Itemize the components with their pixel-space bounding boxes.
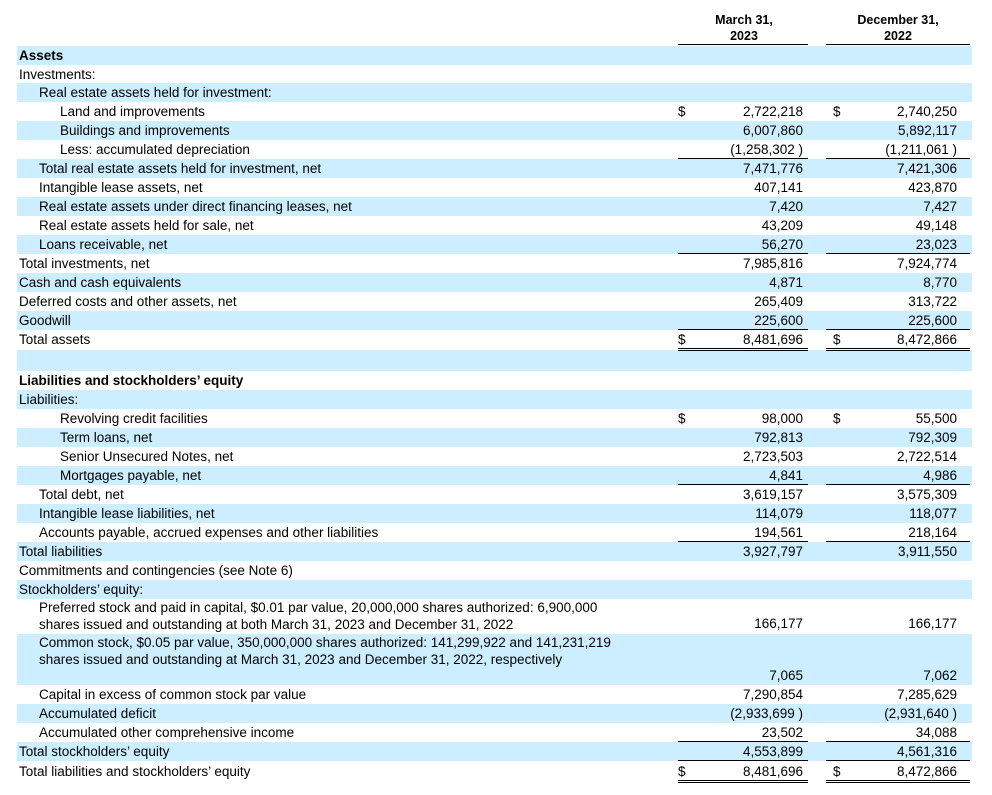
line-item-label: Liabilities: <box>19 392 79 407</box>
value-march-2023: 792,813 <box>754 430 803 445</box>
column-header-line2: 2023 <box>730 29 758 43</box>
currency-symbol: $ <box>678 104 686 119</box>
total-underline <box>826 760 970 761</box>
value-december-2022: 2,722,514 <box>896 449 957 464</box>
line-item-row <box>17 311 972 330</box>
total-underline <box>826 780 970 783</box>
value-march-2023: 265,409 <box>754 294 803 309</box>
value-march-2023: 43,209 <box>761 218 803 233</box>
value-december-2022: 7,427 <box>923 199 957 214</box>
value-december-2022: 5,892,117 <box>897 123 957 138</box>
line-item-row <box>17 504 972 523</box>
line-item-row <box>17 65 972 84</box>
value-december-2022: 49,148 <box>915 218 957 233</box>
line-item-row <box>17 235 972 254</box>
line-item-row <box>17 704 972 723</box>
currency-symbol: $ <box>678 411 686 426</box>
value-march-2023: 2,723,503 <box>742 449 803 464</box>
line-item-row <box>17 409 972 428</box>
column-header-december-2022 <box>826 12 970 44</box>
value-december-2022: 8,472,866 <box>896 332 957 347</box>
line-item-label: Total liabilities <box>19 544 103 559</box>
line-item-row <box>17 140 972 159</box>
line-item-row <box>17 466 972 485</box>
line-item-row <box>17 178 972 197</box>
line-item-row <box>17 428 972 447</box>
value-december-2022: 34,088 <box>915 725 957 740</box>
line-item-label: Stockholders’ equity: <box>19 582 144 597</box>
spacer-row <box>17 350 972 371</box>
value-march-2023: 3,927,797 <box>742 544 803 559</box>
line-item-row <box>17 762 972 781</box>
line-item-row <box>17 83 972 102</box>
line-item-label: Total real estate assets held for investment, net <box>39 161 322 176</box>
value-december-2022: 55,500 <box>915 411 957 426</box>
value-december-2022: 8,472,866 <box>896 764 957 779</box>
line-item-row <box>17 634 972 685</box>
line-item-label: Senior Unsecured Notes, net <box>60 449 234 464</box>
value-march-2023: 8,481,696 <box>742 764 803 779</box>
line-item-row <box>17 216 972 235</box>
line-item-row <box>17 485 972 504</box>
line-item-label: Deferred costs and other assets, net <box>19 294 237 309</box>
value-december-2022: 23,023 <box>915 237 957 252</box>
line-item-label: Assets <box>19 48 64 63</box>
line-item-row <box>17 121 972 140</box>
line-item-label: Real estate assets held for sale, net <box>39 218 254 233</box>
value-march-2023: 2,722,218 <box>742 104 803 119</box>
line-item-label: Capital in excess of common stock par value <box>39 687 307 702</box>
line-item-label: Intangible lease assets, net <box>39 180 203 195</box>
value-march-2023: 6,007,860 <box>742 123 803 138</box>
value-march-2023: 98,000 <box>761 411 803 426</box>
section-heading-row <box>17 46 972 65</box>
section-heading-row <box>17 371 972 390</box>
line-item-row <box>17 330 972 349</box>
value-march-2023: 23,502 <box>761 725 803 740</box>
value-march-2023: 4,841 <box>769 468 803 483</box>
value-december-2022: 118,077 <box>909 506 957 521</box>
currency-symbol: $ <box>678 764 686 779</box>
total-underline <box>678 348 808 351</box>
line-item-label: Buildings and improvements <box>60 123 230 138</box>
value-march-2023: 166,177 <box>754 616 803 631</box>
line-item-row <box>17 197 972 216</box>
value-december-2022: (1,211,061 ) <box>885 142 957 157</box>
value-december-2022: 7,421,306 <box>896 161 957 176</box>
line-item-label: Goodwill <box>19 313 71 328</box>
value-march-2023: 56,270 <box>761 237 803 252</box>
line-item-label: Preferred stock and paid in capital, $0.01 par value, 20,000,000 shares authorized: 6,900,000 shares issued and outstanding at both March 31, 2023 and December 31, 2022 <box>39 600 598 632</box>
line-item-label: Term loans, net <box>60 430 153 445</box>
value-december-2022: 2,740,250 <box>896 104 957 119</box>
value-december-2022: 423,870 <box>908 180 957 195</box>
currency-symbol: $ <box>833 764 841 779</box>
line-item-label: Mortgages payable, net <box>60 468 202 483</box>
value-december-2022: (2,931,640 ) <box>884 706 957 721</box>
value-december-2022: 7,285,629 <box>896 687 957 702</box>
line-item-label: Investments: <box>19 67 96 82</box>
value-march-2023: 225,600 <box>754 313 803 328</box>
line-item-label: Accumulated deficit <box>39 706 157 721</box>
currency-symbol: $ <box>678 332 686 347</box>
line-item-row <box>17 742 972 761</box>
value-december-2022: 4,561,316 <box>896 744 957 759</box>
line-item-row <box>17 685 972 704</box>
currency-symbol: $ <box>833 411 841 426</box>
line-item-row <box>17 447 972 466</box>
value-december-2022: 313,722 <box>908 294 957 309</box>
value-december-2022: 3,911,550 <box>897 544 957 559</box>
line-item-row <box>17 159 972 178</box>
value-december-2022: 7,924,774 <box>896 256 957 271</box>
value-march-2023: 194,561 <box>754 525 803 540</box>
value-march-2023: (2,933,699 ) <box>730 706 803 721</box>
line-item-row <box>17 292 972 311</box>
value-march-2023: 4,553,899 <box>742 744 803 759</box>
value-december-2022: 166,177 <box>908 616 957 631</box>
value-march-2023: 114,079 <box>755 506 803 521</box>
line-item-label: Total debt, net <box>39 487 124 502</box>
line-item-row <box>17 390 972 409</box>
line-item-label: Cash and cash equivalents <box>19 275 182 290</box>
line-item-label: Total investments, net <box>19 256 150 271</box>
column-header-underline <box>678 44 808 45</box>
value-december-2022: 792,309 <box>908 430 957 445</box>
value-march-2023: 7,471,776 <box>742 161 803 176</box>
value-december-2022: 225,600 <box>908 313 957 328</box>
column-header-line2: 2022 <box>884 29 912 43</box>
value-december-2022: 218,164 <box>908 525 957 540</box>
line-item-row <box>17 561 972 580</box>
column-header-underline <box>826 44 970 45</box>
line-item-label: Less: accumulated depreciation <box>60 142 250 157</box>
column-header-line1: March 31, <box>715 13 773 27</box>
line-item-row <box>17 254 972 273</box>
line-item-row <box>17 523 972 542</box>
line-item-label: Land and improvements <box>60 104 205 119</box>
value-december-2022: 7,062 <box>923 668 957 683</box>
line-item-label: Intangible lease liabilities, net <box>39 506 215 521</box>
line-item-label: Revolving credit facilities <box>60 411 208 426</box>
line-item-label: Real estate assets held for investment: <box>39 85 272 100</box>
value-december-2022: 4,986 <box>923 468 957 483</box>
column-header-line1: December 31, <box>857 13 939 27</box>
line-item-row <box>17 542 972 561</box>
line-item-row <box>17 599 972 633</box>
line-item-label: Liabilities and stockholders’ equity <box>19 373 244 388</box>
line-item-row <box>17 102 972 121</box>
line-item-label: Accounts payable, accrued expenses and other liabilities <box>39 525 379 540</box>
line-item-row <box>17 723 972 742</box>
total-underline <box>678 760 808 761</box>
value-march-2023: 4,871 <box>769 275 803 290</box>
line-item-label: Real estate assets under direct financing leases, net <box>39 199 352 214</box>
line-item-label: Loans receivable, net <box>39 237 168 252</box>
value-march-2023: 8,481,696 <box>742 332 803 347</box>
value-march-2023: 7,420 <box>769 199 803 214</box>
total-underline <box>826 348 970 351</box>
line-item-label: Commitments and contingencies (see Note 6) <box>19 563 293 578</box>
currency-symbol: $ <box>833 332 841 347</box>
line-item-label: Total liabilities and stockholders’ equity <box>19 764 251 779</box>
value-december-2022: 8,770 <box>923 275 957 290</box>
value-march-2023: 7,985,816 <box>742 256 803 271</box>
total-underline <box>678 780 808 783</box>
value-march-2023: 407,141 <box>754 180 803 195</box>
line-item-label: Total assets <box>19 332 91 347</box>
column-header-march-2023 <box>680 12 808 44</box>
line-item-label: Accumulated other comprehensive income <box>39 725 295 740</box>
value-march-2023: 7,290,854 <box>742 687 803 702</box>
value-march-2023: 7,065 <box>769 668 803 683</box>
value-march-2023: (1,258,302 ) <box>730 142 803 157</box>
value-december-2022: 3,575,309 <box>896 487 957 502</box>
currency-symbol: $ <box>833 104 841 119</box>
line-item-row <box>17 580 972 599</box>
line-item-row <box>17 273 972 292</box>
value-march-2023: 3,619,157 <box>742 487 803 502</box>
line-item-label: Total stockholders’ equity <box>19 744 170 759</box>
line-item-label: Common stock, $0.05 par value, 350,000,000 shares authorized: 141,299,922 and 141,231,219 shares issued and outstanding at March 31, 2023 and December 31, 2022, respectively <box>39 635 611 667</box>
